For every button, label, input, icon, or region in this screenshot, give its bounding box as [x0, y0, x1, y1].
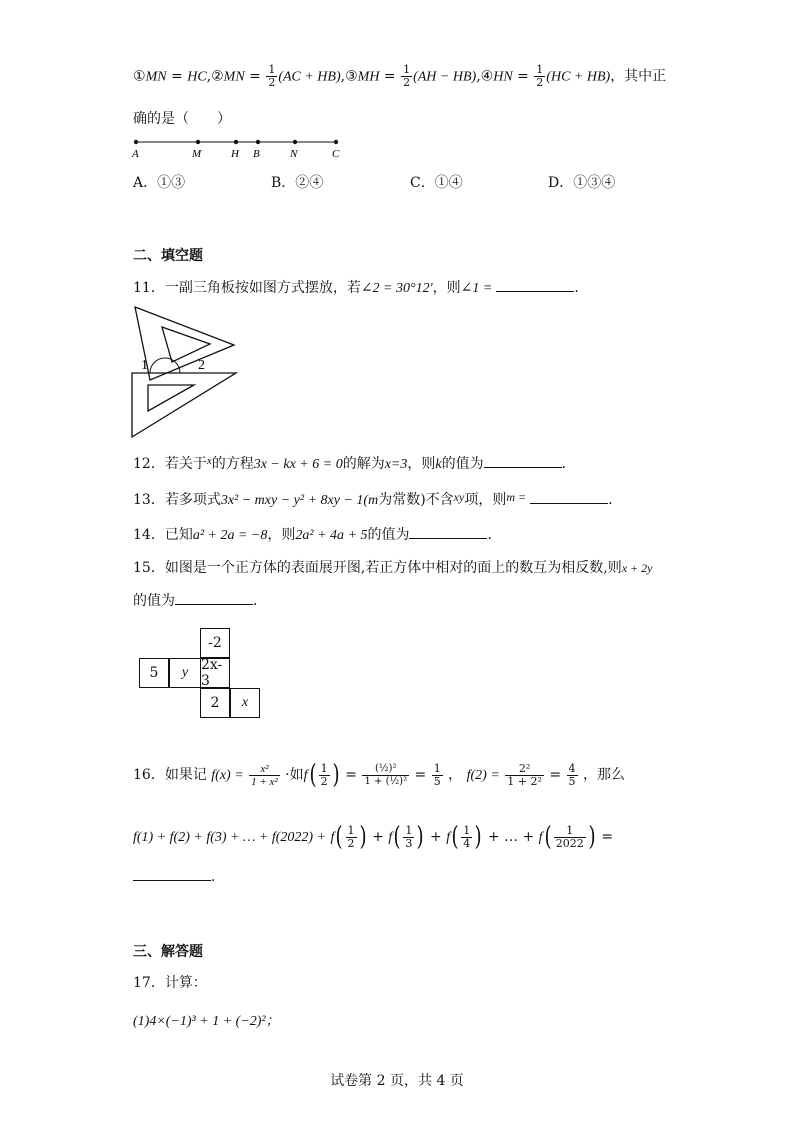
section-fill-in-title: 二、填空题 — [133, 248, 203, 264]
q10-line2: 确的是（ ） — [133, 111, 231, 127]
option-d[interactable]: D．①③④ — [548, 175, 616, 191]
label-n: N — [290, 148, 298, 160]
set-squares-figure — [130, 305, 242, 439]
net-cell-5: 5 — [139, 658, 169, 688]
q17-part1: (1)4×(−1)³ + 1 + (−2)²； — [133, 1014, 280, 1029]
q11-answer-blank[interactable] — [496, 277, 574, 292]
net-cell-2x-3: 2x-3 — [200, 658, 230, 688]
label-a: A — [132, 148, 139, 160]
net-cell-top: -2 — [200, 628, 230, 658]
fraction-f2: $\frac{\text{2²}}{\text{1 + 2²}}$ — [507, 761, 542, 788]
point-c — [334, 140, 338, 144]
fraction-half: $\frac{1}{2}$ — [536, 63, 544, 89]
net-cell-2: 2 — [200, 688, 230, 718]
q12-answer-blank[interactable] — [484, 453, 562, 468]
label-h: H — [231, 148, 239, 160]
fraction-one-fifth: $\frac{1}{5}$ — [433, 761, 441, 788]
fraction-half: $\frac{1}{2}$ — [268, 63, 276, 89]
option-a[interactable]: A．①③ — [133, 175, 186, 191]
q12-text: 12．若关于$^x$的方程3x − kx + 6 = 0的解为x=3，则k的值为 ． — [133, 455, 576, 472]
point-h — [234, 140, 238, 144]
page-footer: 试卷第 2 页，共 4 页 — [330, 1073, 464, 1089]
number-line-figure — [128, 134, 358, 162]
q13-text: 13．若多项式3x² − mxy − y² + 8xy − 1(m为常数)不含xy项，则m = ． — [133, 490, 623, 508]
q14-answer-blank[interactable] — [409, 524, 487, 539]
q16-line1: 16．如果记 f(x) = $\frac{\text{x²}}{\text{1 + x²}}$ ·如f( $\frac{1}{2}$ ) = $\frac{\text{(½)²}}{\text{1 + (½)²}}$ = $\frac{1}{5}$ ， f(2) = $\frac{\text{2²}}{\text{1 + 2²}}$ = $\frac{4}{5}$ ，那么 — [133, 760, 625, 790]
q14-text: 14．已知a² + 2a = −8，则2a² + 4a + 5的值为 ． — [133, 524, 501, 544]
q13-answer-blank[interactable] — [530, 489, 608, 504]
q16-answer-line: ． — [133, 866, 225, 886]
q17-text: 17．计算： — [133, 975, 207, 991]
cube-net — [139, 628, 263, 720]
point-a — [134, 140, 138, 144]
q15-line2: 的值为 ． — [133, 590, 267, 610]
option-b[interactable]: B．②④ — [271, 175, 324, 191]
section-answer-title: 三、解答题 — [133, 944, 203, 960]
q16-answer-blank[interactable] — [133, 866, 211, 881]
point-n — [293, 140, 297, 144]
label-b: B — [253, 148, 260, 160]
q15-text: 15．如图是一个正方体的表面展开图,若正方体中相对的面上的数互为相反数,则x + 2y — [133, 560, 653, 576]
option-c[interactable]: C．①④ — [410, 175, 463, 191]
net-cell-x: x — [230, 688, 260, 718]
upper-set-square-hole — [162, 327, 210, 362]
q16-sum: f(1) + f(2) + f(3) + … + f(2022) + f( $\frac{1}{2}$ ) + f( $\frac{1}{3}$ ) + f( $\frac{1}{4}$ ) + … + f( $\frac{1}{2022}$ ) = — [133, 822, 614, 852]
label-m: M — [192, 148, 202, 160]
net-cell-y: y — [169, 658, 201, 688]
angle-label-1: 1 — [141, 358, 148, 373]
point-m — [196, 140, 200, 144]
fraction-fx: $\frac{\text{x²}}{\text{1 + x²}}$ — [251, 762, 278, 788]
point-b — [256, 140, 260, 144]
fraction-half: $\frac{1}{2}$ — [403, 63, 411, 89]
fraction-four-fifths: $\frac{4}{5}$ — [568, 761, 576, 788]
lower-set-square-hole — [148, 385, 194, 411]
label-c: C — [332, 148, 340, 160]
q10-statements: ①MN = HC,②MN = $\frac{1}{2}$ (AC + HB),③MH = $\frac{1}{2}$ (AH − HB),④HN = $\frac{1}{2}$ (HC + HB)，其中正 — [133, 63, 667, 89]
upper-set-square — [135, 307, 234, 380]
fraction-f-half-value: $\frac{\text{(½)²}}{\text{1 + (½)²}}$ — [364, 762, 408, 787]
q11-text: 11．一副三角板按如图方式摆放，若∠2 = 30°12′，则∠1 = ． — [133, 277, 588, 297]
q15-answer-blank[interactable] — [175, 590, 253, 605]
angle-label-2: 2 — [198, 358, 205, 373]
